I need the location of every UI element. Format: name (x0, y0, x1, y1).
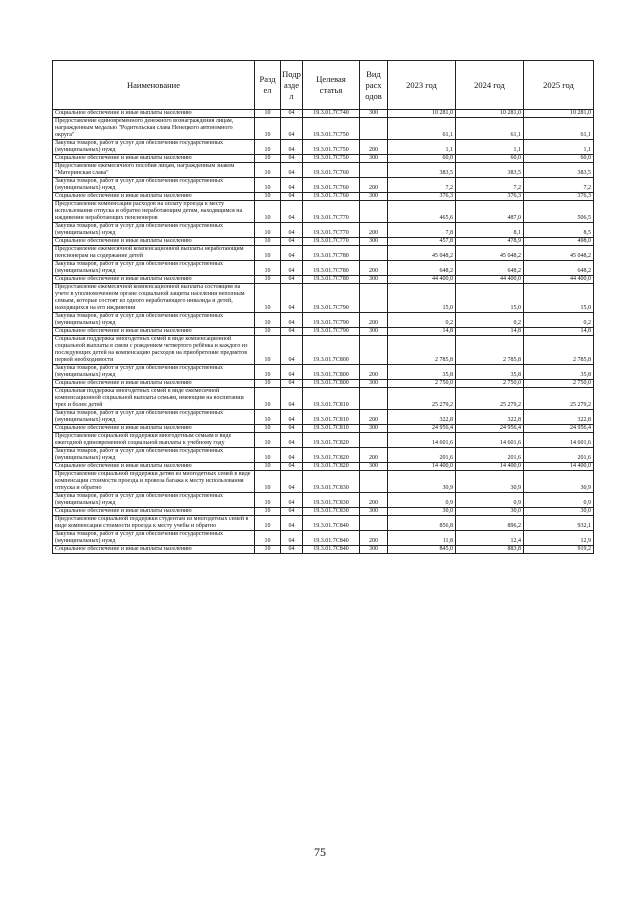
cell-name: Закупка товаров, работ и услуг для обеспечения государственных (муниципальных) нужд (53, 261, 255, 276)
cell-2024: 45 048,2 (456, 246, 524, 261)
cell-2023: 201,6 (388, 448, 456, 463)
cell-2025: 0,9 (524, 493, 594, 508)
cell-subsection: 04 (281, 223, 303, 238)
table-row (53, 284, 594, 313)
cell-kind: 300 (360, 238, 388, 246)
cell-2023: 14 601,6 (388, 433, 456, 448)
cell-name: Закупка товаров, работ и услуг для обеспечения государственных (муниципальных) нужд (53, 178, 255, 193)
table-row (53, 508, 594, 516)
cell-kind: 300 (360, 546, 388, 554)
cell-subsection: 04 (281, 433, 303, 448)
table-row (53, 201, 594, 223)
table-row (53, 531, 594, 546)
cell-article: 19.3.01.7С800 (303, 380, 360, 388)
cell-section: 10 (255, 110, 281, 118)
table-row (53, 328, 594, 336)
header-article: Целевая статья (303, 61, 360, 110)
cell-2024: 1,1 (456, 140, 524, 155)
cell-2023: 322,8 (388, 410, 456, 425)
cell-2024: 8,1 (456, 223, 524, 238)
cell-subsection: 04 (281, 463, 303, 471)
cell-name: Закупка товаров, работ и услуг для обеспечения государственных (муниципальных) нужд (53, 313, 255, 328)
cell-2025: 2 750,0 (524, 380, 594, 388)
table-row (53, 336, 594, 365)
cell-subsection: 04 (281, 284, 303, 313)
cell-subsection: 04 (281, 471, 303, 493)
table-row (53, 471, 594, 493)
cell-section: 10 (255, 261, 281, 276)
cell-article: 19.3.01.7С780 (303, 246, 360, 261)
cell-article: 19.3.01.7С830 (303, 493, 360, 508)
budget-table (52, 60, 594, 554)
cell-article: 19.3.01.7С810 (303, 410, 360, 425)
cell-kind (360, 284, 388, 313)
cell-kind (360, 201, 388, 223)
cell-subsection: 04 (281, 365, 303, 380)
cell-article: 19.3.01.7С750 (303, 118, 360, 140)
cell-2024: 648,2 (456, 261, 524, 276)
cell-2025: 2 785,8 (524, 336, 594, 365)
cell-2025: 45 048,2 (524, 246, 594, 261)
cell-2023: 648,2 (388, 261, 456, 276)
table-row (53, 223, 594, 238)
cell-article: 19.3.01.7С840 (303, 546, 360, 554)
cell-section: 10 (255, 448, 281, 463)
cell-subsection: 04 (281, 493, 303, 508)
cell-kind: 300 (360, 110, 388, 118)
header-2025: 2025 год (524, 61, 594, 110)
cell-subsection: 04 (281, 508, 303, 516)
cell-name: Предоставление ежемесячного пособия лицам, награжденным знаком "Материнская слава" (53, 163, 255, 178)
cell-kind: 200 (360, 140, 388, 155)
cell-name: Социальное обеспечение и иные выплаты населению (53, 193, 255, 201)
cell-2025: 24 956,4 (524, 425, 594, 433)
cell-kind: 300 (360, 463, 388, 471)
cell-kind (360, 516, 388, 531)
cell-subsection: 04 (281, 238, 303, 246)
cell-kind: 300 (360, 193, 388, 201)
cell-2024: 15,0 (456, 284, 524, 313)
cell-2024: 487,0 (456, 201, 524, 223)
cell-2024: 60,0 (456, 155, 524, 163)
cell-article: 19.3.01.7С820 (303, 463, 360, 471)
cell-name: Социальное обеспечение и иные выплаты населению (53, 463, 255, 471)
cell-2025: 30,0 (524, 508, 594, 516)
cell-2023: 376,3 (388, 193, 456, 201)
cell-article: 19.3.01.7С820 (303, 433, 360, 448)
cell-subsection: 04 (281, 388, 303, 410)
cell-2024: 322,8 (456, 410, 524, 425)
cell-kind: 200 (360, 410, 388, 425)
cell-name: Предоставление компенсации расходов на оплату проезда к месту использования отпуска и обратно неработающим детям, находящимся на иждивении неработающих пенсионеров (53, 201, 255, 223)
cell-2024: 10 281,0 (456, 110, 524, 118)
cell-2025: 10 281,0 (524, 110, 594, 118)
cell-article: 19.3.01.7С810 (303, 388, 360, 410)
cell-2025: 14 400,0 (524, 463, 594, 471)
cell-2025: 14 601,6 (524, 433, 594, 448)
cell-subsection: 04 (281, 261, 303, 276)
cell-2024: 30,0 (456, 508, 524, 516)
cell-subsection: 04 (281, 110, 303, 118)
cell-kind: 200 (360, 178, 388, 193)
cell-article: 19.3.01.7С770 (303, 223, 360, 238)
cell-section: 10 (255, 336, 281, 365)
table-row (53, 238, 594, 246)
cell-2025: 12,9 (524, 531, 594, 546)
table-body (53, 110, 594, 554)
cell-kind (360, 433, 388, 448)
table-row (53, 410, 594, 425)
cell-subsection: 04 (281, 380, 303, 388)
cell-subsection: 04 (281, 328, 303, 336)
cell-subsection: 04 (281, 155, 303, 163)
cell-2024: 7,2 (456, 178, 524, 193)
cell-kind: 200 (360, 313, 388, 328)
cell-2025: 14,8 (524, 328, 594, 336)
table-row (53, 463, 594, 471)
cell-section: 10 (255, 313, 281, 328)
cell-name: Закупка товаров, работ и услуг для обеспечения государственных (муниципальных) нужд (53, 531, 255, 546)
cell-kind: 300 (360, 276, 388, 284)
table-row (53, 425, 594, 433)
cell-subsection: 04 (281, 531, 303, 546)
cell-subsection: 04 (281, 516, 303, 531)
cell-article: 19.3.01.7С840 (303, 516, 360, 531)
cell-2025: 1,1 (524, 140, 594, 155)
cell-section: 10 (255, 223, 281, 238)
cell-section: 10 (255, 193, 281, 201)
cell-kind (360, 246, 388, 261)
cell-section: 10 (255, 140, 281, 155)
cell-article: 19.3.01.7С830 (303, 508, 360, 516)
cell-kind: 300 (360, 380, 388, 388)
cell-kind: 200 (360, 448, 388, 463)
cell-2023: 7,2 (388, 178, 456, 193)
cell-article: 19.3.01.7С800 (303, 365, 360, 380)
cell-name: Предоставление социальной поддержки детям из многодетных семей в виде компенсации стоимости проезда и провоза багажа к месту использования отпуска и обратно (53, 471, 255, 493)
cell-2023: 10 281,0 (388, 110, 456, 118)
cell-name: Закупка товаров, работ и услуг для обеспечения государственных (муниципальных) нужд (53, 493, 255, 508)
cell-subsection: 04 (281, 336, 303, 365)
cell-2023: 25 279,2 (388, 388, 456, 410)
cell-2024: 44 400,0 (456, 276, 524, 284)
cell-subsection: 04 (281, 163, 303, 178)
cell-2023: 0,9 (388, 493, 456, 508)
cell-article: 19.3.01.7С760 (303, 178, 360, 193)
table-row (53, 388, 594, 410)
cell-article: 19.3.01.7С760 (303, 163, 360, 178)
table-row (53, 193, 594, 201)
cell-subsection: 04 (281, 410, 303, 425)
cell-name: Социальное обеспечение и иные выплаты населению (53, 110, 255, 118)
cell-name: Предоставление ежемесячной компенсационной выплаты неработающим пенсионерам на содержание детей (53, 246, 255, 261)
cell-article: 19.3.01.7С810 (303, 425, 360, 433)
cell-name: Социальное обеспечение и иные выплаты населению (53, 155, 255, 163)
cell-2023: 14,8 (388, 328, 456, 336)
cell-2025: 35,8 (524, 365, 594, 380)
cell-name: Социальное обеспечение и иные выплаты населению (53, 328, 255, 336)
cell-section: 10 (255, 508, 281, 516)
cell-2024: 30,9 (456, 471, 524, 493)
cell-article: 19.3.01.7С780 (303, 261, 360, 276)
cell-2025: 383,5 (524, 163, 594, 178)
cell-2025: 61,1 (524, 118, 594, 140)
cell-subsection: 04 (281, 448, 303, 463)
cell-2023: 44 400,0 (388, 276, 456, 284)
cell-section: 10 (255, 155, 281, 163)
cell-2023: 845,0 (388, 546, 456, 554)
table-row (53, 178, 594, 193)
cell-subsection: 04 (281, 425, 303, 433)
cell-subsection: 04 (281, 546, 303, 554)
cell-2023: 465,6 (388, 201, 456, 223)
table-row (53, 246, 594, 261)
cell-kind (360, 163, 388, 178)
cell-2025: 25 279,2 (524, 388, 594, 410)
header-2024: 2024 год (456, 61, 524, 110)
cell-article: 19.3.01.7С820 (303, 448, 360, 463)
cell-name: Закупка товаров, работ и услуг для обеспечения государственных (муниципальных) нужд (53, 223, 255, 238)
cell-section: 10 (255, 463, 281, 471)
cell-2025: 44 400,0 (524, 276, 594, 284)
table-row (53, 380, 594, 388)
cell-name: Социальное обеспечение и иные выплаты населению (53, 380, 255, 388)
table-row (53, 433, 594, 448)
cell-2023: 2 785,8 (388, 336, 456, 365)
cell-kind: 200 (360, 365, 388, 380)
cell-kind: 300 (360, 328, 388, 336)
cell-section: 10 (255, 388, 281, 410)
cell-name: Предоставление ежемесячной компенсационной выплаты состоящим на учете в уполномоченном органе социальной защиты населения неполным семьям, которые состоят из одного неработающего инвалида и детей, находящихся на его иждивении (53, 284, 255, 313)
header-name: Наименование (53, 61, 255, 110)
cell-article: 19.3.01.7С840 (303, 531, 360, 546)
table-row (53, 163, 594, 178)
cell-article: 19.3.01.7С830 (303, 471, 360, 493)
cell-2024: 201,6 (456, 448, 524, 463)
cell-article: 19.3.01.7С790 (303, 313, 360, 328)
cell-2023: 60,0 (388, 155, 456, 163)
cell-section: 10 (255, 201, 281, 223)
table-row (53, 493, 594, 508)
cell-2025: 30,9 (524, 471, 594, 493)
cell-kind (360, 388, 388, 410)
page-number: 75 (314, 845, 326, 859)
cell-section: 10 (255, 328, 281, 336)
table-row (53, 516, 594, 531)
cell-section: 10 (255, 118, 281, 140)
cell-kind: 200 (360, 493, 388, 508)
table-row (53, 140, 594, 155)
cell-section: 10 (255, 546, 281, 554)
cell-2023: 7,8 (388, 223, 456, 238)
cell-2025: 15,0 (524, 284, 594, 313)
cell-2025: 376,3 (524, 193, 594, 201)
cell-2024: 478,9 (456, 238, 524, 246)
cell-section: 10 (255, 493, 281, 508)
cell-2025: 498,0 (524, 238, 594, 246)
cell-kind (360, 118, 388, 140)
cell-2023: 11,8 (388, 531, 456, 546)
cell-name: Предоставление единовременного денежного вознаграждения лицам, награжденным медалью "Родительская слава Ненецкого автономного округа" (53, 118, 255, 140)
cell-subsection: 04 (281, 201, 303, 223)
cell-section: 10 (255, 365, 281, 380)
cell-2025: 322,8 (524, 410, 594, 425)
cell-name: Социальная поддержка многодетных семей в виде компенсационной социальной выплаты в связи с рождением четвертого ребёнка и каждого из последующих детей на компенсацию расходов на приобретение предметов первой необходимости (53, 336, 255, 365)
cell-2023: 0,2 (388, 313, 456, 328)
cell-subsection: 04 (281, 276, 303, 284)
table-row (53, 261, 594, 276)
cell-subsection: 04 (281, 178, 303, 193)
cell-2024: 2 785,8 (456, 336, 524, 365)
cell-2023: 24 956,4 (388, 425, 456, 433)
cell-2025: 932,1 (524, 516, 594, 531)
cell-article: 19.3.01.7С760 (303, 193, 360, 201)
cell-2024: 24 956,4 (456, 425, 524, 433)
cell-section: 10 (255, 410, 281, 425)
cell-article: 19.3.01.7С740 (303, 110, 360, 118)
cell-2023: 383,5 (388, 163, 456, 178)
cell-subsection: 04 (281, 313, 303, 328)
cell-name: Закупка товаров, работ и услуг для обеспечения государственных (муниципальных) нужд (53, 365, 255, 380)
cell-2023: 30,9 (388, 471, 456, 493)
header-section: Разд ел (255, 61, 281, 110)
cell-2024: 2 750,0 (456, 380, 524, 388)
cell-name: Социальное обеспечение и иные выплаты населению (53, 546, 255, 554)
cell-2023: 61,1 (388, 118, 456, 140)
cell-section: 10 (255, 284, 281, 313)
cell-section: 10 (255, 178, 281, 193)
header-subsection: Подр азде л (281, 61, 303, 110)
table-row (53, 365, 594, 380)
cell-name: Социальное обеспечение и иные выплаты населению (53, 238, 255, 246)
cell-2024: 14 400,0 (456, 463, 524, 471)
cell-2023: 14 400,0 (388, 463, 456, 471)
cell-kind: 300 (360, 508, 388, 516)
cell-article: 19.3.01.7С750 (303, 140, 360, 155)
cell-article: 19.3.01.7С780 (303, 276, 360, 284)
cell-2024: 35,8 (456, 365, 524, 380)
cell-name: Социальное обеспечение и иные выплаты населению (53, 276, 255, 284)
cell-section: 10 (255, 276, 281, 284)
cell-name: Закупка товаров, работ и услуг для обеспечения государственных (муниципальных) нужд (53, 410, 255, 425)
cell-subsection: 04 (281, 118, 303, 140)
cell-kind: 200 (360, 261, 388, 276)
cell-2024: 0,2 (456, 313, 524, 328)
cell-section: 10 (255, 531, 281, 546)
table-header (53, 61, 594, 110)
cell-2024: 61,1 (456, 118, 524, 140)
cell-name: Социальное обеспечение и иные выплаты населению (53, 425, 255, 433)
cell-2025: 919,2 (524, 546, 594, 554)
cell-kind: 200 (360, 223, 388, 238)
cell-2024: 0,9 (456, 493, 524, 508)
cell-2023: 856,8 (388, 516, 456, 531)
cell-2025: 201,6 (524, 448, 594, 463)
cell-name: Социальное обеспечение и иные выплаты населению (53, 508, 255, 516)
table-row (53, 448, 594, 463)
cell-2025: 0,2 (524, 313, 594, 328)
cell-name: Предоставление социальной поддержки студентам из многодетных семей в виде компенсации стоимости проезда к месту учебы и обратно (53, 516, 255, 531)
cell-section: 10 (255, 380, 281, 388)
cell-section: 10 (255, 433, 281, 448)
header-kind: Вид расх одов (360, 61, 388, 110)
table-row (53, 110, 594, 118)
cell-name: Социальная поддержка многодетных семей в виде ежемесячной компенсационной социальной выплаты семьям, имеющим на воспитании трех и более детей (53, 388, 255, 410)
cell-subsection: 04 (281, 140, 303, 155)
cell-2025: 506,5 (524, 201, 594, 223)
cell-2023: 15,0 (388, 284, 456, 313)
cell-2023: 30,0 (388, 508, 456, 516)
cell-2024: 14 601,6 (456, 433, 524, 448)
cell-section: 10 (255, 471, 281, 493)
cell-section: 10 (255, 238, 281, 246)
cell-name: Закупка товаров, работ и услуг для обеспечения государственных (муниципальных) нужд (53, 140, 255, 155)
cell-2025: 648,2 (524, 261, 594, 276)
cell-2023: 457,8 (388, 238, 456, 246)
cell-kind (360, 471, 388, 493)
table-row (53, 313, 594, 328)
cell-name: Предоставление социальной поддержки многодетным семьям в виде ежегодной единовременной социальной выплаты к учебному году (53, 433, 255, 448)
cell-2023: 35,8 (388, 365, 456, 380)
cell-2024: 14,8 (456, 328, 524, 336)
cell-kind: 300 (360, 155, 388, 163)
table-row (53, 155, 594, 163)
cell-kind: 200 (360, 531, 388, 546)
table-row (53, 276, 594, 284)
cell-2023: 1,1 (388, 140, 456, 155)
cell-article: 19.3.01.7С770 (303, 238, 360, 246)
cell-2024: 376,3 (456, 193, 524, 201)
cell-kind (360, 336, 388, 365)
cell-2024: 883,8 (456, 546, 524, 554)
cell-section: 10 (255, 516, 281, 531)
cell-2024: 896,2 (456, 516, 524, 531)
cell-article: 19.3.01.7С770 (303, 201, 360, 223)
cell-article: 19.3.01.7С750 (303, 155, 360, 163)
cell-2024: 383,5 (456, 163, 524, 178)
cell-2024: 25 279,2 (456, 388, 524, 410)
header-2023: 2023 год (388, 61, 456, 110)
cell-2025: 60,0 (524, 155, 594, 163)
cell-2024: 12,4 (456, 531, 524, 546)
cell-section: 10 (255, 163, 281, 178)
cell-2025: 7,2 (524, 178, 594, 193)
cell-subsection: 04 (281, 193, 303, 201)
cell-section: 10 (255, 246, 281, 261)
table-row (53, 118, 594, 140)
cell-article: 19.3.01.7С800 (303, 336, 360, 365)
cell-section: 10 (255, 425, 281, 433)
cell-subsection: 04 (281, 246, 303, 261)
table-row (53, 546, 594, 554)
cell-name: Закупка товаров, работ и услуг для обеспечения государственных (муниципальных) нужд (53, 448, 255, 463)
cell-2023: 45 048,2 (388, 246, 456, 261)
cell-2025: 8,5 (524, 223, 594, 238)
header-row (53, 61, 594, 110)
cell-article: 19.3.01.7С790 (303, 328, 360, 336)
cell-2023: 2 750,0 (388, 380, 456, 388)
cell-kind: 300 (360, 425, 388, 433)
cell-article: 19.3.01.7С790 (303, 284, 360, 313)
